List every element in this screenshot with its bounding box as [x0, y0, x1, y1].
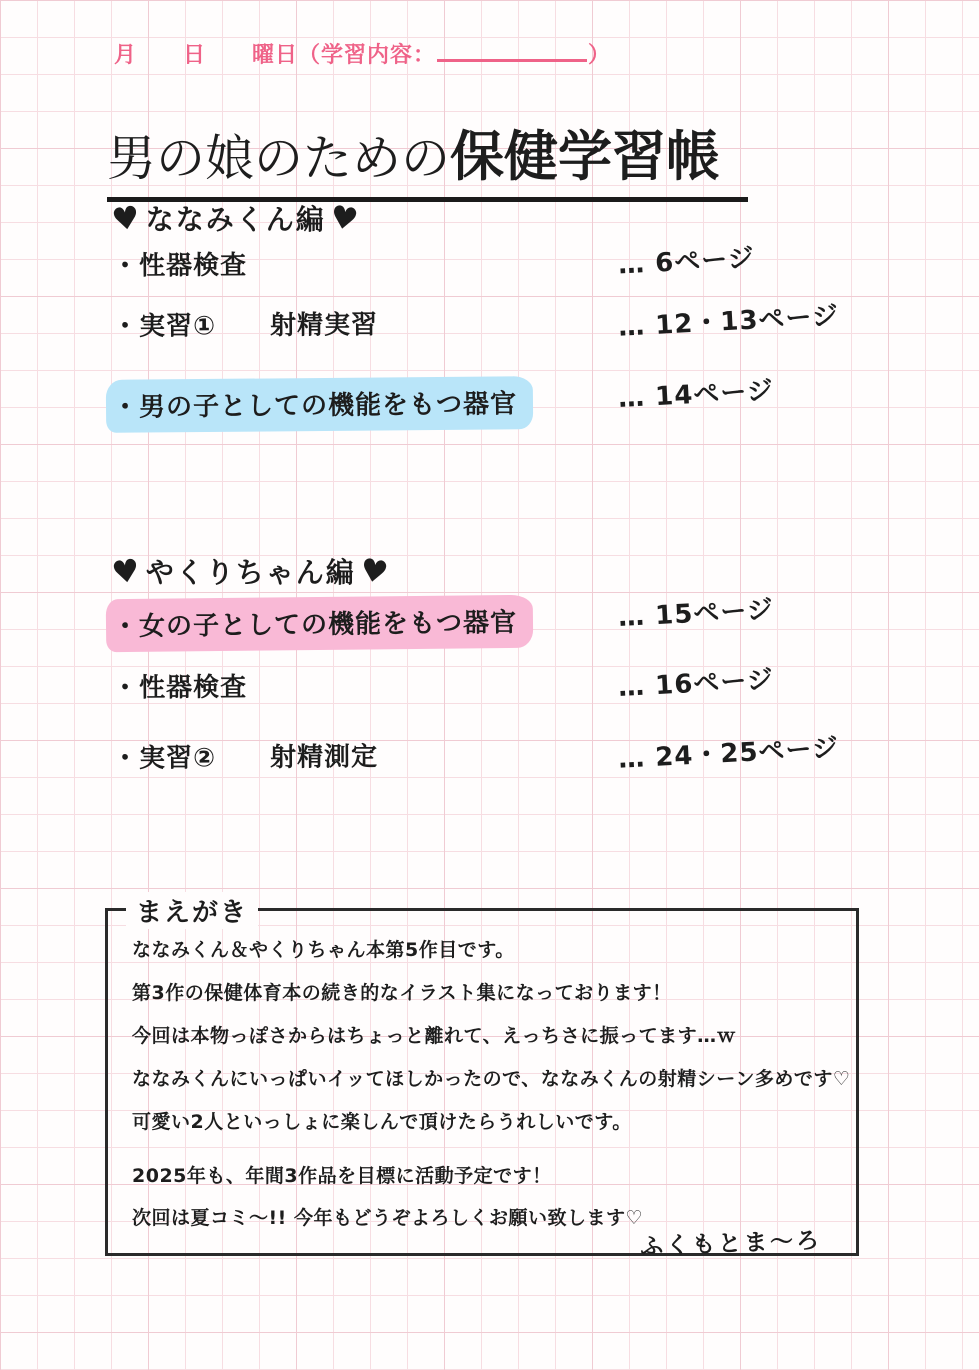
toc-row: [111, 664, 872, 704]
toc-page-number: … 15ページ: [617, 594, 775, 634]
preface-line: 可愛い2人といっしょに楽しんで頂けたらうれしいです。: [132, 1111, 632, 1133]
date-header-close-paren: ）: [588, 43, 612, 68]
section-heading-label: ななみくん編: [145, 203, 326, 236]
heart-icon: ♥: [326, 198, 363, 240]
toc-page-number: … 24・25ページ: [617, 733, 840, 775]
toc-row: [112, 245, 872, 282]
preface-line: 2025年も、年間3作品を目標に活動予定です！: [132, 1165, 552, 1187]
toc-row: [111, 301, 872, 343]
date-header-text: 月 日 曜日（学習内容：: [114, 43, 437, 68]
toc-item-label-highlighted-pink: ・女の子としての機能をもつ器官: [106, 595, 534, 652]
preface-line: 次回は夏コミ〜!! 今年もどうぞよろしくお願い致します♡: [132, 1207, 643, 1229]
toc-page-number: … 12・13ページ: [617, 301, 840, 343]
section-heading-label: やくりちゃん編: [145, 556, 356, 589]
toc-page-number: … 16ページ: [617, 664, 775, 704]
toc-item-label: ・性器検査: [111, 672, 248, 704]
page-title-part2: 保健学習帳: [450, 125, 721, 188]
section-heading-yakuri: [109, 551, 393, 593]
page-title-part1: 男の娘のための: [107, 130, 451, 187]
toc-row: [111, 733, 872, 775]
preface-line: 今回は本物っぽさからはちょっと離れて、えっちさに振ってます…ｗ: [132, 1025, 737, 1047]
preface-line: 第3作の保健体育本の続き的なイラスト集になっております！: [132, 982, 672, 1004]
toc-row: [111, 594, 872, 650]
heart-icon: ♥: [109, 552, 145, 592]
toc-item-label: ・実習② 射精測定: [111, 742, 379, 774]
heart-icon: ♥: [109, 199, 145, 239]
toc-item-label: ・実習① 射精実習: [111, 310, 379, 342]
heart-icon: ♥: [356, 551, 393, 593]
toc-page-number: … 14ページ: [617, 375, 775, 415]
author-signature: ふくもとま〜ろ: [639, 1227, 823, 1261]
toc-page-number: … 6ページ: [617, 243, 756, 281]
preface-line: ななみくんにいっぱいイッてほしかったので、ななみくんの射精シーン多めです♡: [132, 1068, 851, 1090]
page-title: [107, 114, 748, 202]
toc-item-label: ・性器検査: [111, 250, 248, 282]
toc-row: [111, 375, 872, 431]
date-header: [114, 38, 611, 69]
toc-item-label-highlighted-blue: ・男の子としての機能をもつ器官: [106, 376, 533, 433]
preface-box: [105, 898, 859, 1261]
section-heading-nanami: [109, 198, 363, 240]
preface-line: ななみくん＆やくりちゃん本第5作目です。: [132, 939, 515, 961]
preface-box-label: まえがき: [126, 892, 258, 929]
study-content-blank-line: [437, 40, 587, 62]
